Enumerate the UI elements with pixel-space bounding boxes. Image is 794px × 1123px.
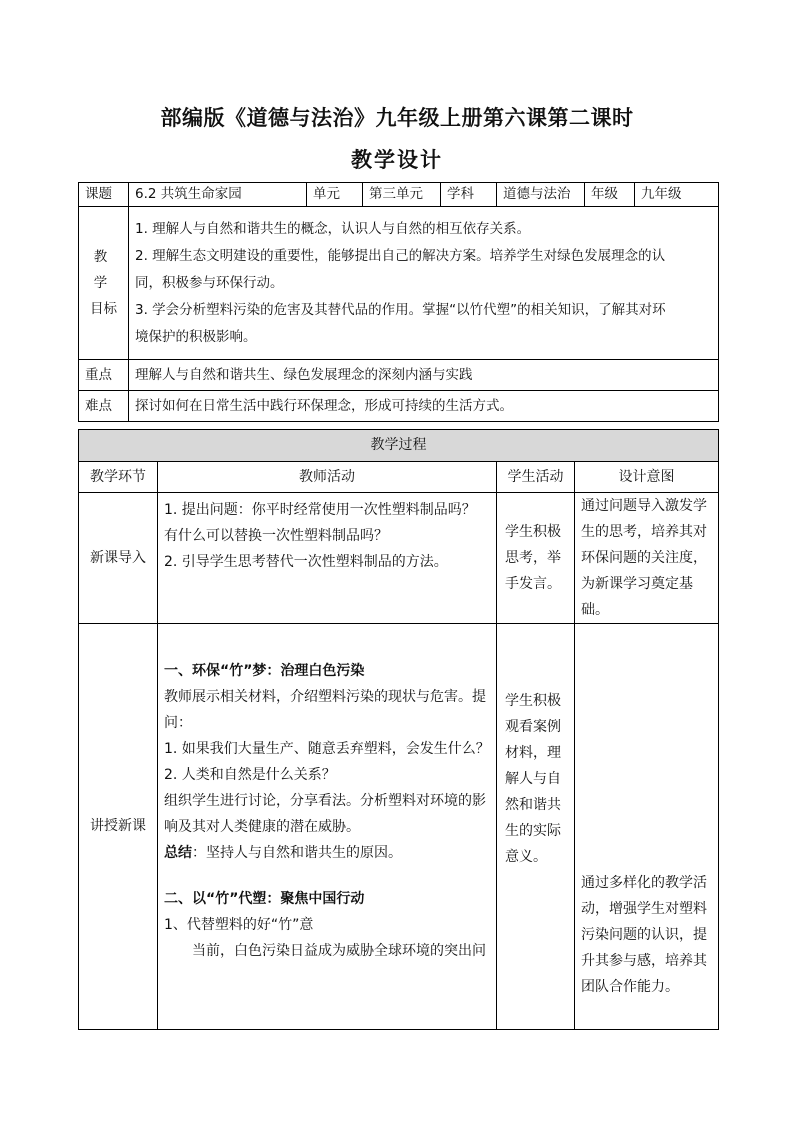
objective-line: 2. 理解生态文明建设的重要性，能够提出自己的解决方案。培养学生对绿色发展理念的认 (135, 247, 666, 264)
stage-cell: 讲授新课 (79, 624, 158, 1030)
difficult-points-value: 探讨如何在日常生活中践行环保理念，形成可持续的生活方式。 (129, 391, 719, 422)
student-activity-cell: 学生积极 思考，举 手发言。 (497, 493, 575, 624)
column-header-row (79, 462, 719, 493)
difficult-points-label: 难点 (79, 391, 129, 422)
document-subtitle: 教学设计 (351, 148, 443, 172)
unit-value: 第三单元 (363, 183, 441, 207)
teacher-activity-cell: 一、环保“竹”梦：治理白色污染 教师展示相关材料，介绍塑料污染的现状与危害。提 问： 1. 如果我们大量生产、随意丢弃塑料，会发生什么？ 2. 人类和自然是什么关系？ 组织学生进行讨论，分享看法。分析塑料对环境的影 响及其对人类健康的潜在威胁。 总结：坚持人与自然和谐共生的原因。 二、以“竹”代塑：聚焦中国行动 1、代替塑料的好“竹”意 当前，白色污染日益成为威胁全球环境的突出问 (158, 624, 497, 1030)
column-header: 教师活动 (158, 462, 497, 493)
objective-line: 同，积极参与环保行动。 (135, 274, 284, 291)
process-table (78, 429, 719, 1030)
subject-label: 学科 (441, 183, 497, 207)
objectives-row (79, 207, 719, 360)
objectives-content (129, 207, 719, 360)
stage-cell: 新课导入 (79, 493, 158, 624)
design-intent-cell: 通过多样化的教学活 动，增强学生对塑料 污染问题的认识，提 升其参与感，培养其 团队合作能力。 (575, 624, 719, 1030)
key-points-value: 理解人与自然和谐共生、绿色发展理念的深刻内涵与实践 (129, 360, 719, 391)
key-points-label: 重点 (79, 360, 129, 391)
column-header: 设计意图 (575, 462, 719, 493)
section-title: 二、以“竹”代塑：聚焦中国行动 (164, 891, 365, 907)
objectives-label: 教 学 目标 (79, 207, 129, 360)
info-table (78, 182, 719, 422)
objective-line: 1. 理解人与自然和谐共生的概念，认识人与自然的相互依存关系。 (135, 220, 531, 237)
key-points-row (79, 360, 719, 391)
objective-line: 境保护的积极影响。 (135, 328, 257, 345)
grade-label: 年级 (585, 183, 635, 207)
topic-value: 6.2 共筑生命家园 (129, 183, 307, 207)
column-header: 教学环节 (79, 462, 158, 493)
student-activity-cell: 学生积极 观看案例 材料，理 解人与自 然和谐共 生的实际 意义。 (497, 624, 575, 1030)
grade-value: 九年级 (635, 183, 719, 207)
document-title: 部编版《道德与法治》九年级上册第六课第二课时 (160, 106, 634, 130)
section-title: 一、环保“竹”梦：治理白色污染 (164, 663, 365, 679)
topic-label: 课题 (79, 183, 129, 207)
summary-line: 总结：坚持人与自然和谐共生的原因。 (164, 845, 402, 861)
column-header: 学生活动 (497, 462, 575, 493)
design-intent-cell: 通过问题导入激发学 生的思考，培养其对 环保问题的关注度， 为新课学习奠定基础。 (575, 493, 719, 624)
objective-line: 3. 学会分析塑料污染的危害及其替代品的作用。掌握“以竹代塑”的相关知识，了解其对环 (135, 301, 666, 318)
process-header-row (79, 430, 719, 462)
table-row (79, 493, 719, 624)
unit-label: 单元 (307, 183, 363, 207)
info-row (79, 183, 719, 207)
subject-value: 道德与法治 (497, 183, 585, 207)
teacher-activity-cell: 1. 提出问题：你平时经常使用一次性塑料制品吗？ 有什么可以替换一次性塑料制品吗？ 2. 引导学生思考替代一次性塑料制品的方法。 (158, 493, 497, 624)
process-header: 教学过程 (79, 430, 719, 462)
table-row (79, 624, 719, 1030)
difficult-points-row (79, 391, 719, 422)
